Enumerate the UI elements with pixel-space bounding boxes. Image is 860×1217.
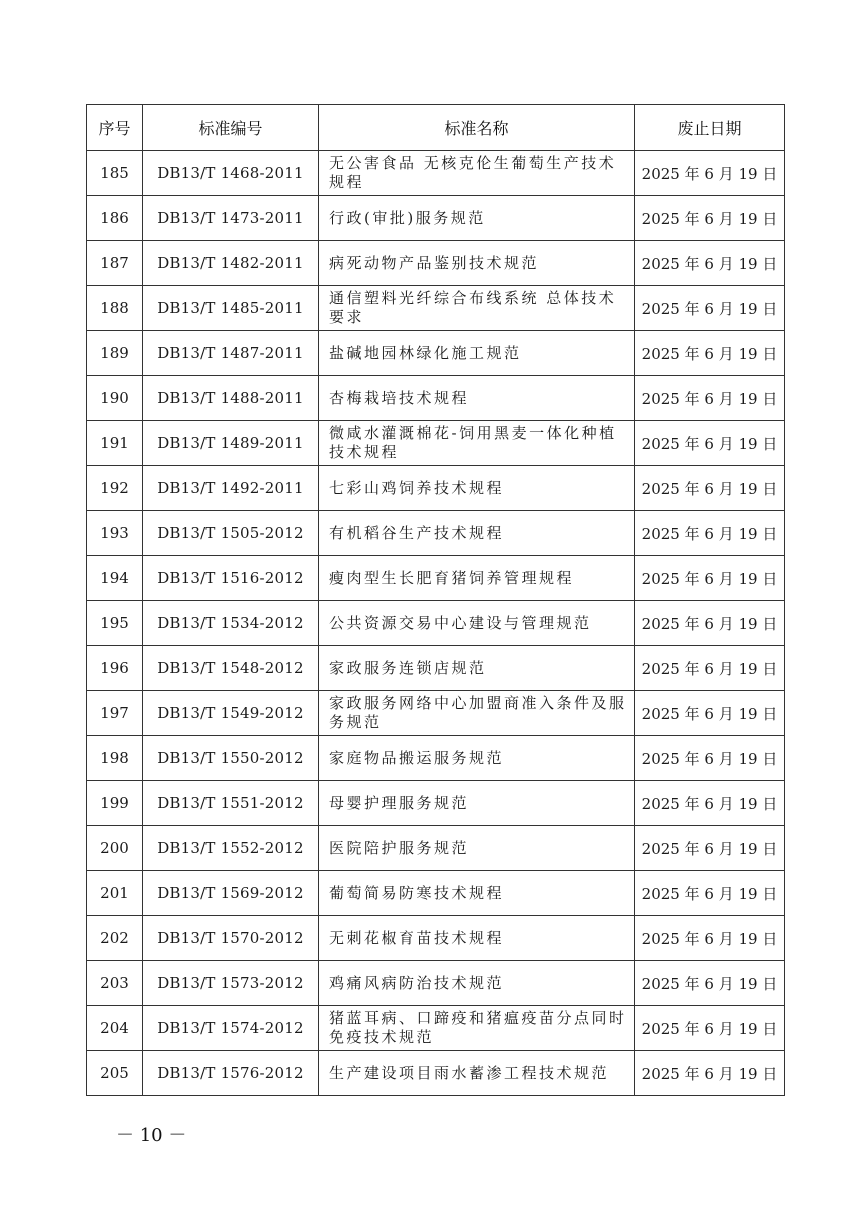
repeal-date-cell: 2025 年 6 月 19 日 [635, 826, 785, 871]
standard-name-cell: 杏梅栽培技术规程 [319, 376, 635, 421]
table-row [87, 376, 785, 421]
repeal-date-cell: 2025 年 6 月 19 日 [635, 781, 785, 826]
standard-name-cell: 通信塑料光纤综合布线系统 总体技术要求 [319, 286, 635, 331]
standard-code-cell: DB13/T 1573-2012 [143, 961, 319, 1006]
standard-name-cell: 瘦肉型生长肥育猪饲养管理规程 [319, 556, 635, 601]
repeal-date-cell: 2025 年 6 月 19 日 [635, 151, 785, 196]
repeal-date-cell: 2025 年 6 月 19 日 [635, 421, 785, 466]
repeal-date-cell: 2025 年 6 月 19 日 [635, 601, 785, 646]
header-row [87, 105, 785, 151]
serial-number-cell: 196 [87, 646, 143, 691]
standard-name-cell: 家庭物品搬运服务规范 [319, 736, 635, 781]
standard-name-cell: 医院陪护服务规范 [319, 826, 635, 871]
standard-code-cell: DB13/T 1549-2012 [143, 691, 319, 736]
standard-code-cell: DB13/T 1574-2012 [143, 1006, 319, 1051]
standard-name-cell: 无公害食品 无核克伦生葡萄生产技术规程 [319, 151, 635, 196]
serial-number-cell: 186 [87, 196, 143, 241]
repeal-date-cell: 2025 年 6 月 19 日 [635, 286, 785, 331]
table-row [87, 196, 785, 241]
table-row [87, 646, 785, 691]
repeal-date-cell: 2025 年 6 月 19 日 [635, 691, 785, 736]
repeal-date-cell: 2025 年 6 月 19 日 [635, 646, 785, 691]
table-row [87, 736, 785, 781]
standard-name-cell: 母婴护理服务规范 [319, 781, 635, 826]
repeal-date-cell: 2025 年 6 月 19 日 [635, 466, 785, 511]
standard-name-cell: 行政(审批)服务规范 [319, 196, 635, 241]
standard-name-cell: 生产建设项目雨水蓄渗工程技术规范 [319, 1051, 635, 1096]
serial-number-cell: 205 [87, 1051, 143, 1096]
header-standard-name: 标准名称 [319, 105, 635, 151]
serial-number-cell: 199 [87, 781, 143, 826]
table-row [87, 781, 785, 826]
standard-code-cell: DB13/T 1485-2011 [143, 286, 319, 331]
standard-code-cell: DB13/T 1548-2012 [143, 646, 319, 691]
serial-number-cell: 189 [87, 331, 143, 376]
standard-name-cell: 家政服务网络中心加盟商准入条件及服务规范 [319, 691, 635, 736]
standard-code-cell: DB13/T 1492-2011 [143, 466, 319, 511]
serial-number-cell: 204 [87, 1006, 143, 1051]
table-row [87, 961, 785, 1006]
serial-number-cell: 194 [87, 556, 143, 601]
standard-code-cell: DB13/T 1468-2011 [143, 151, 319, 196]
standards-table [86, 104, 785, 1096]
standard-code-cell: DB13/T 1487-2011 [143, 331, 319, 376]
standard-code-cell: DB13/T 1473-2011 [143, 196, 319, 241]
table-row [87, 556, 785, 601]
standard-code-cell: DB13/T 1489-2011 [143, 421, 319, 466]
serial-number-cell: 191 [87, 421, 143, 466]
page-number: － 10 － [116, 1125, 187, 1146]
repeal-date-cell: 2025 年 6 月 19 日 [635, 556, 785, 601]
header-repeal-date: 废止日期 [635, 105, 785, 151]
serial-number-cell: 190 [87, 376, 143, 421]
table-row [87, 1006, 785, 1051]
repeal-date-cell: 2025 年 6 月 19 日 [635, 241, 785, 286]
serial-number-cell: 201 [87, 871, 143, 916]
serial-number-cell: 195 [87, 601, 143, 646]
standard-name-cell: 七彩山鸡饲养技术规程 [319, 466, 635, 511]
standard-code-cell: DB13/T 1570-2012 [143, 916, 319, 961]
standard-code-cell: DB13/T 1534-2012 [143, 601, 319, 646]
table-row [87, 511, 785, 556]
table-row [87, 601, 785, 646]
table-row [87, 286, 785, 331]
repeal-date-cell: 2025 年 6 月 19 日 [635, 331, 785, 376]
serial-number-cell: 188 [87, 286, 143, 331]
header-standard-code: 标准编号 [143, 105, 319, 151]
table-row [87, 331, 785, 376]
standard-name-cell: 无刺花椒育苗技术规程 [319, 916, 635, 961]
table-row [87, 691, 785, 736]
repeal-date-cell: 2025 年 6 月 19 日 [635, 1051, 785, 1096]
table-row [87, 421, 785, 466]
header-serial-number: 序号 [87, 105, 143, 151]
serial-number-cell: 185 [87, 151, 143, 196]
table-row [87, 466, 785, 511]
table-row [87, 151, 785, 196]
serial-number-cell: 187 [87, 241, 143, 286]
standard-code-cell: DB13/T 1576-2012 [143, 1051, 319, 1096]
repeal-date-cell: 2025 年 6 月 19 日 [635, 376, 785, 421]
table-row [87, 916, 785, 961]
standard-name-cell: 微咸水灌溉棉花-饲用黑麦一体化种植技术规程 [319, 421, 635, 466]
table-row [87, 871, 785, 916]
table-row [87, 241, 785, 286]
standard-name-cell: 病死动物产品鉴别技术规范 [319, 241, 635, 286]
serial-number-cell: 197 [87, 691, 143, 736]
standard-name-cell: 葡萄简易防寒技术规程 [319, 871, 635, 916]
standard-code-cell: DB13/T 1552-2012 [143, 826, 319, 871]
repeal-date-cell: 2025 年 6 月 19 日 [635, 961, 785, 1006]
repeal-date-cell: 2025 年 6 月 19 日 [635, 736, 785, 781]
standard-name-cell: 鸡痛风病防治技术规范 [319, 961, 635, 1006]
repeal-date-cell: 2025 年 6 月 19 日 [635, 916, 785, 961]
standard-code-cell: DB13/T 1488-2011 [143, 376, 319, 421]
table-row [87, 826, 785, 871]
standard-code-cell: DB13/T 1569-2012 [143, 871, 319, 916]
standard-name-cell: 家政服务连锁店规范 [319, 646, 635, 691]
standard-code-cell: DB13/T 1505-2012 [143, 511, 319, 556]
standard-code-cell: DB13/T 1551-2012 [143, 781, 319, 826]
serial-number-cell: 192 [87, 466, 143, 511]
repeal-date-cell: 2025 年 6 月 19 日 [635, 1006, 785, 1051]
serial-number-cell: 200 [87, 826, 143, 871]
serial-number-cell: 198 [87, 736, 143, 781]
serial-number-cell: 203 [87, 961, 143, 1006]
serial-number-cell: 193 [87, 511, 143, 556]
repeal-date-cell: 2025 年 6 月 19 日 [635, 196, 785, 241]
standard-name-cell: 公共资源交易中心建设与管理规范 [319, 601, 635, 646]
table-row [87, 1051, 785, 1096]
standard-name-cell: 有机稻谷生产技术规程 [319, 511, 635, 556]
standard-name-cell: 盐碱地园林绿化施工规范 [319, 331, 635, 376]
repeal-date-cell: 2025 年 6 月 19 日 [635, 511, 785, 556]
repeal-date-cell: 2025 年 6 月 19 日 [635, 871, 785, 916]
standard-code-cell: DB13/T 1482-2011 [143, 241, 319, 286]
standard-name-cell: 猪蓝耳病、口蹄疫和猪瘟疫苗分点同时免疫技术规范 [319, 1006, 635, 1051]
serial-number-cell: 202 [87, 916, 143, 961]
standard-code-cell: DB13/T 1550-2012 [143, 736, 319, 781]
standard-code-cell: DB13/T 1516-2012 [143, 556, 319, 601]
